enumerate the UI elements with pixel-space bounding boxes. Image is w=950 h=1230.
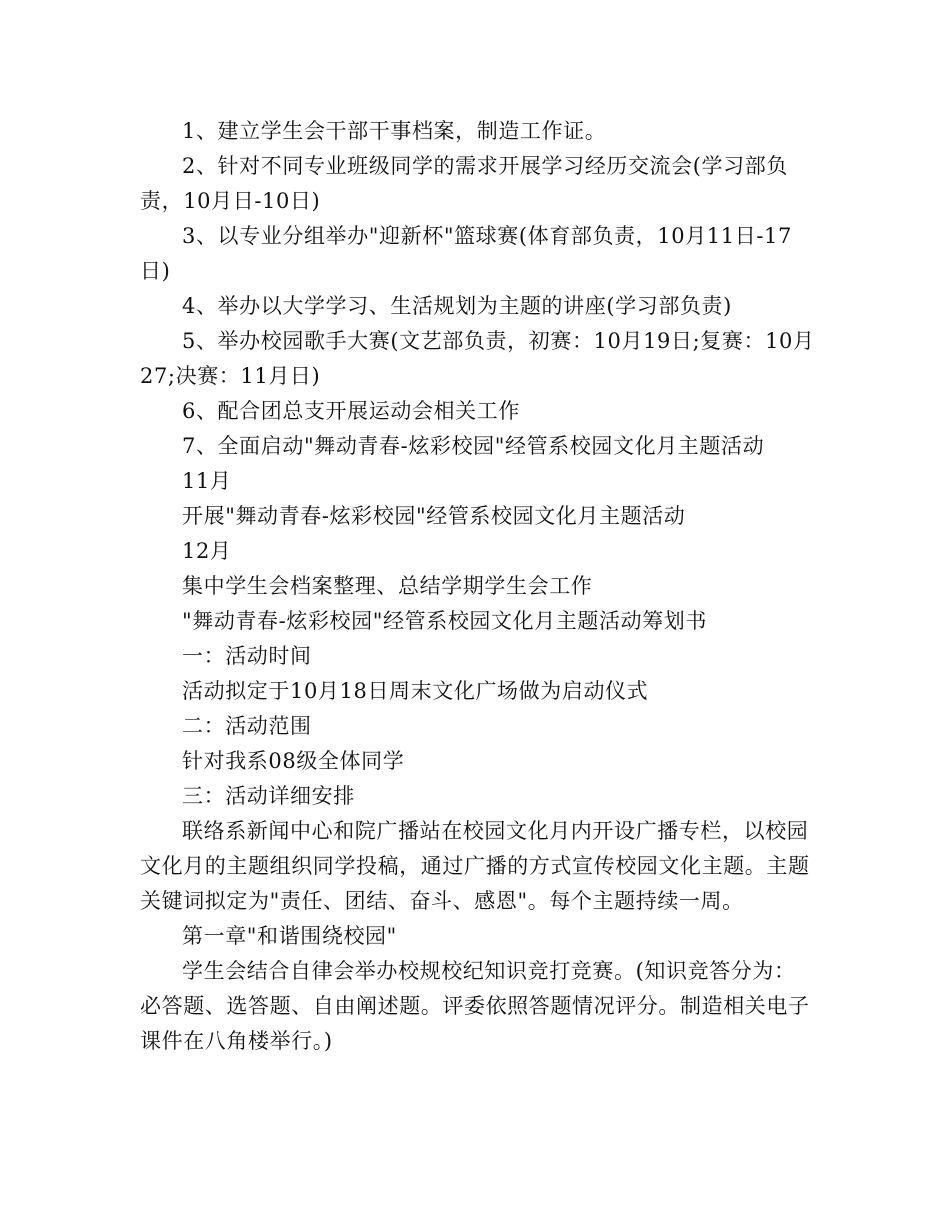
paragraph-december-activity: 集中学生会档案整理、总结学期学生会工作 bbox=[182, 574, 593, 598]
paragraph-item-7: 7、全面启动"舞动青春-炫彩校园"经管系校园文化月主题活动 bbox=[182, 434, 765, 458]
paragraph-item-2: 2、针对不同专业班级同学的需求开展学习经历交流会(学习部负责，10月日-10日) bbox=[140, 154, 788, 213]
paragraph-time-detail: 活动拟定于10月18日周末文化广场做为启动仪式 bbox=[182, 679, 649, 703]
month-heading-december: 12月 bbox=[182, 539, 232, 563]
section-heading-time: 一：活动时间 bbox=[182, 644, 312, 668]
month-heading-november: 11月 bbox=[182, 469, 232, 493]
paragraph-november-activity: 开展"舞动青春-炫彩校园"经管系校园文化月主题活动 bbox=[182, 504, 686, 528]
chapter-heading-1: 第一章"和谐围绕校园" bbox=[182, 924, 397, 948]
paragraph-item-5: 5、举办校园歌手大赛(文艺部负责，初赛：10月19日;复赛：10月27;决赛：11月日) bbox=[140, 329, 815, 388]
paragraph-scope-detail: 针对我系08级全体同学 bbox=[182, 749, 405, 773]
paragraph-chapter-1-detail: 学生会结合自律会举办校规校纪知识竞打竞赛。(知识竞答分为：必答题、选答题、自由阐述题。评委依照答题情况评分。制造相关电子课件在八角楼举行。) bbox=[140, 959, 810, 1053]
document-body bbox=[140, 114, 815, 1059]
paragraph-arrangement-detail: 联络系新闻中心和院广播站在校园文化月内开设广播专栏，以校园文化月的主题组织同学投稿，通过广播的方式宣传校园文化主题。主题关键词拟定为"责任、团结、奋斗、感恩"。每个主题持续一周。 bbox=[140, 819, 810, 913]
paragraph-item-3: 3、以专业分组举办"迎新杯"篮球赛(体育部负责，10月11日-17日) bbox=[140, 224, 792, 283]
plan-title: "舞动青春-炫彩校园"经管系校园文化月主题活动筹划书 bbox=[182, 609, 708, 633]
section-heading-arrangement: 三：活动详细安排 bbox=[182, 784, 355, 808]
paragraph-item-1: 1、建立学生会干部干事档案，制造工作证。 bbox=[182, 119, 607, 143]
paragraph-item-4: 4、举办以大学学习、生活规划为主题的讲座(学习部负责) bbox=[182, 294, 732, 318]
section-heading-scope: 二：活动范围 bbox=[182, 714, 312, 738]
paragraph-item-6: 6、配合团总支开展运动会相关工作 bbox=[182, 399, 520, 423]
